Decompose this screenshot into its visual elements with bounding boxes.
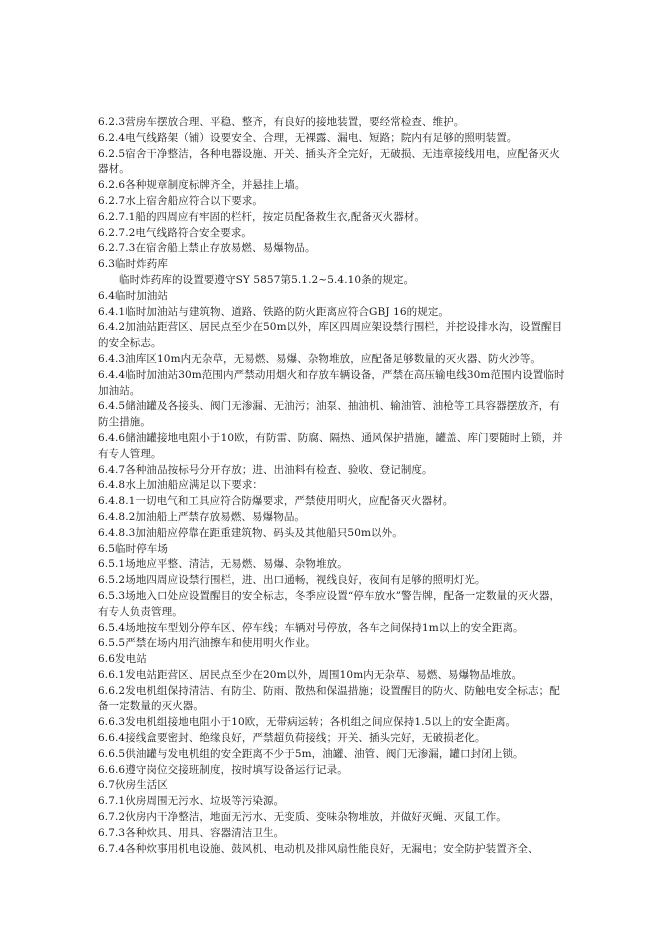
clause-6-2-7-3: 6.2.7.3在宿舍船上禁止存放易燃、易爆物品。 — [98, 242, 316, 255]
clause-6-7-1: 6.7.1伙房周围无污水、垃圾等污染源。 — [98, 795, 285, 808]
clause-6-3-body: 临时炸药库的设置要遵守SY 5857第5.1.2~5.4.10条的规定。 — [119, 273, 415, 286]
clause-6-4-5: 6.4.5储油罐及各接头、阀门无渗漏、无油污；油泵、抽油机、输油管、油枪等工具容器摆放齐，有防尘措施。 — [98, 400, 560, 429]
clause-6-4-2: 6.4.2加油站距营区、居民点至少在50m以外，库区四周应架设禁行围栏，并挖设排水沟，设置醒目的安全标志。 — [98, 321, 563, 350]
clause-6-2-7-1: 6.2.7.1船的四周应有牢固的栏杆，按定员配备救生衣,配备灭火器材。 — [98, 210, 426, 223]
clause-6-6-4: 6.6.4接线盒要密封、绝缘良好，严禁超负荷接线；开关、插头完好，无破损老化。 — [98, 732, 486, 745]
clause-6-6-3: 6.6.3发电机组接地电阻小于10欧，无带病运转；各机组之间应保持1.5以上的安全距离。 — [98, 716, 517, 729]
clause-6-6-2: 6.6.2发电机组保持清洁、有防尘、防雨、散热和保温措施；设置醒目的防火、防触电安全标志；配备一定数量的灭火器。 — [98, 684, 560, 713]
clause-6-5-2: 6.5.2场地四周应设禁行围栏，进、出口通畅，视线良好，夜间有足够的照明灯光。 — [98, 574, 486, 587]
clause-6-5-3: 6.5.3场地入口处应设置醒目的安全标志，冬季应设置“停车放水”警告牌，配备一定数量的灭火器，有专人负责管理。 — [98, 589, 561, 618]
clause-6-5-4: 6.5.4场地按车型划分停车区、停车线；车辆对号停放，各车之间保持1m以上的安全距离。 — [98, 621, 524, 634]
clause-6-2-7-2: 6.2.7.2电气线路符合安全要求。 — [98, 226, 253, 239]
clause-6-2-6: 6.2.6各种规章制度标牌齐全，并悬挂上墙。 — [98, 179, 306, 192]
clause-6-5-1: 6.5.1场地应平整、清洁，无易燃、易爆、杂物堆放。 — [98, 558, 348, 571]
section-heading-6-5: 6.5临时停车场 — [98, 542, 168, 555]
clause-6-6-6: 6.6.6遵守岗位交接班制度，按时填写设备运行记录。 — [98, 763, 348, 776]
clause-6-7-3: 6.7.3各种炊具、用具、容器清洁卫生。 — [98, 826, 285, 839]
clause-6-5-5: 6.5.5严禁在场内用汽油擦车和使用明火作业。 — [98, 637, 317, 650]
section-heading-6-3: 6.3临时炸药库 — [98, 258, 168, 271]
clause-6-4-7: 6.4.7各种油品按标号分开存放；进、出油料有检查、验收、登记制度。 — [98, 463, 433, 476]
section-heading-6-4: 6.4临时加油站 — [98, 289, 168, 302]
clause-6-4-4: 6.4.4临时加油站30m范围内严禁动用烟火和存放车辆设备，严禁在高压输电线30m范围内设置临时加油站。 — [98, 368, 565, 397]
clause-6-2-5: 6.2.5宿舍干净整洁，各种电器设施、开关、插头齐全完好，无破损、无违章接线用电，应配备灭火器材。 — [98, 147, 560, 176]
clause-6-4-1: 6.4.1临时加油站与建筑物、道路、铁路的防火距离应符合GBJ 16的规定。 — [98, 305, 450, 318]
clause-6-6-5: 6.6.5供油罐与发电机组的安全距离不少于5m，油罐、油管、阀门无渗漏，罐口封闭上锁。 — [98, 747, 524, 760]
clause-6-4-8-2: 6.4.8.2加油船上严禁存放易燃、易爆物品。 — [98, 510, 306, 523]
clause-6-4-8-1: 6.4.8.1一切电气和工具应符合防爆要求，严禁使用明火，应配备灭火器材。 — [98, 495, 454, 508]
clause-6-4-8: 6.4.8水上加油船应满足以下要求： — [98, 479, 264, 492]
clause-6-2-4: 6.2.4电气线路架（铺）设要安全、合理，无裸露、漏电、短路；院内有足够的照明装置。 — [98, 131, 518, 144]
clause-6-7-4: 6.7.4各种炊事用机电设施、鼓风机、电动机及排风扇性能良好，无漏电；安全防护装置齐全、 — [98, 842, 539, 855]
clause-6-2-7: 6.2.7水上宿舍船应符合以下要求。 — [98, 194, 264, 207]
clause-6-2-3: 6.2.3营房车摆放合理、平稳、整齐，有良好的接地装置，要经常检查、维护。 — [98, 116, 465, 128]
clause-6-6-1: 6.6.1发电站距营区、居民点至少在20m以外，周围10m内无杂草、易燃、易爆物品堆放。 — [98, 668, 523, 681]
clause-6-4-3: 6.4.3油库区10m内无杂草，无易燃、易爆、杂物堆放，应配备足够数量的灭火器、防火沙等。 — [98, 352, 542, 365]
document-body — [98, 115, 568, 857]
clause-6-7-2: 6.7.2伙房内干净整洁，地面无污水、无变质、变味杂物堆放，并做好灭蝇、灭鼠工作。 — [98, 811, 507, 824]
clause-6-4-8-3: 6.4.8.3加油船应停靠在距重建筑物、码头及其他船只50m以外。 — [98, 526, 403, 539]
section-heading-6-6: 6.6发电站 — [98, 653, 147, 666]
clause-6-4-6: 6.4.6储油罐接地电阻小于10欧，有防雷、防腐、隔热、通风保护措施，罐盖、库门要随时上锁，并有专人管理。 — [98, 431, 563, 460]
section-heading-6-7: 6.7伙房生活区 — [98, 779, 168, 792]
